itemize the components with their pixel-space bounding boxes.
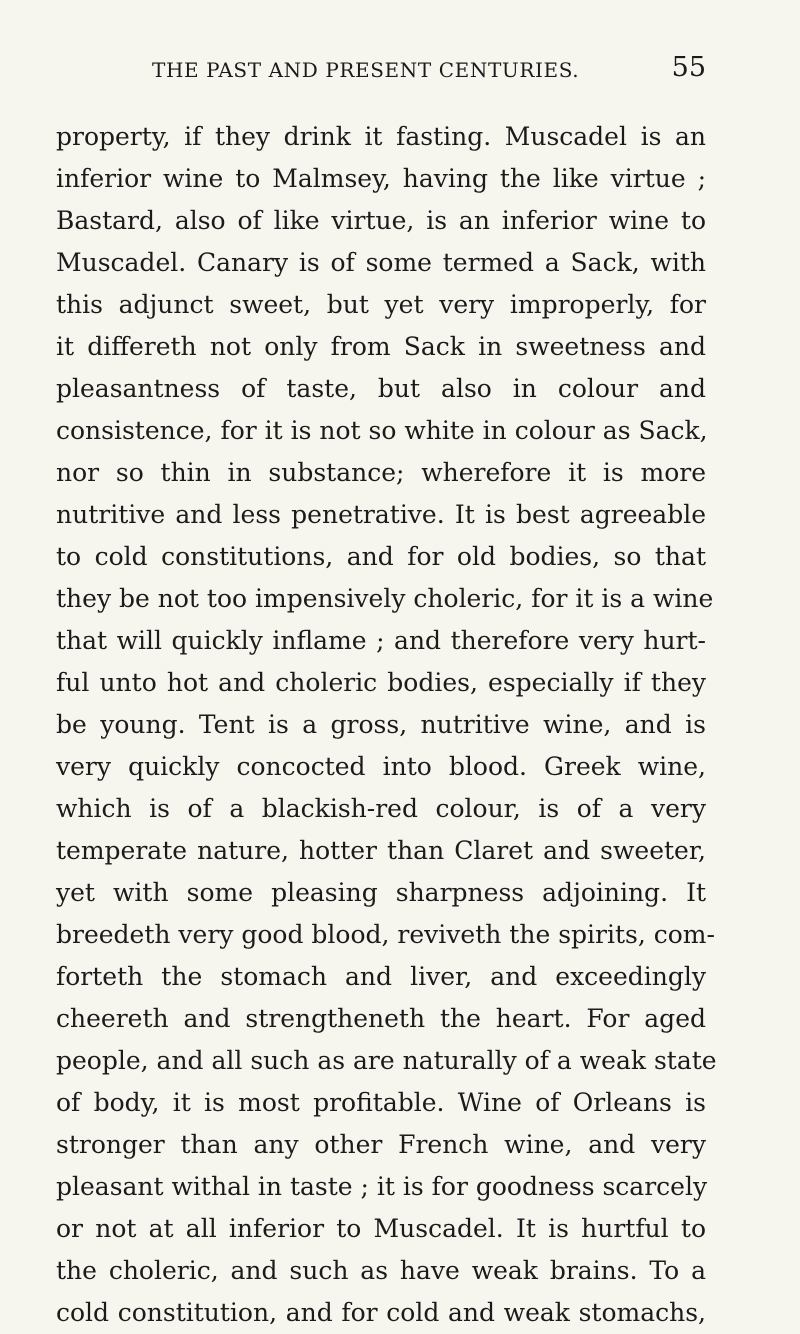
body-text — [56, 116, 717, 1334]
text-line: forteth the stomach and liver, and exceedingly — [56, 962, 706, 991]
text-line: ful unto hot and choleric bodies, especially if they — [56, 668, 706, 697]
running-title: THE PAST AND PRESENT CENTURIES. — [152, 58, 580, 82]
text-line: temperate nature, hotter than Claret and sweeter, — [56, 836, 706, 865]
text-line: be young. Tent is a gross, nutritive wine, and is — [56, 710, 706, 739]
text-line: nutritive and less penetrative. It is best agreeable — [56, 500, 706, 529]
text-line: breedeth very good blood, reviveth the spirits, com- — [56, 920, 715, 949]
text-line: this adjunct sweet, but yet very improperly, for — [56, 290, 706, 319]
text-line: the choleric, and such as have weak brains. To a — [56, 1256, 706, 1285]
text-line: they be not too impensively choleric, for it is a wine — [56, 584, 714, 613]
text-line: to cold constitutions, and for old bodies, so that — [56, 542, 706, 571]
text-line: Bastard, also of like virtue, is an inferior wine to — [56, 206, 706, 235]
text-line: it differeth not only from Sack in sweetness and — [56, 332, 706, 361]
text-line: nor so thin in substance; wherefore it is more — [56, 458, 706, 487]
text-line: Muscadel. Canary is of some termed a Sack, with — [56, 248, 706, 277]
text-line: or not at all inferior to Muscadel. It is hurtful to — [56, 1214, 706, 1243]
page-number: 55 — [671, 52, 706, 83]
text-line: that will quickly inflame ; and therefore very hurt- — [56, 626, 706, 655]
text-line: yet with some pleasing sharpness adjoining. It — [56, 878, 706, 907]
text-line: stronger than any other French wine, and very — [56, 1130, 706, 1159]
text-line: cold constitution, and for cold and weak stomachs, — [56, 1298, 706, 1327]
text-line: pleasant withal in taste ; it is for goodness scarcely — [56, 1172, 708, 1201]
text-line: pleasantness of taste, but also in colour and — [56, 374, 706, 403]
running-head — [62, 52, 706, 88]
text-line: consistence, for it is not so white in colour as Sack, — [56, 416, 708, 445]
text-line: property, if they drink it fasting. Muscadel is an — [56, 122, 706, 151]
text-line: cheereth and strengtheneth the heart. For aged — [56, 1004, 706, 1033]
text-line: of body, it is most profitable. Wine of Orleans is — [56, 1088, 706, 1117]
text-line: very quickly concocted into blood. Greek wine, — [56, 752, 706, 781]
text-line: inferior wine to Malmsey, having the like virtue ; — [56, 164, 706, 193]
text-line: which is of a blackish-red colour, is of a very — [56, 794, 706, 823]
text-line: people, and all such as are naturally of a weak state — [56, 1046, 717, 1075]
